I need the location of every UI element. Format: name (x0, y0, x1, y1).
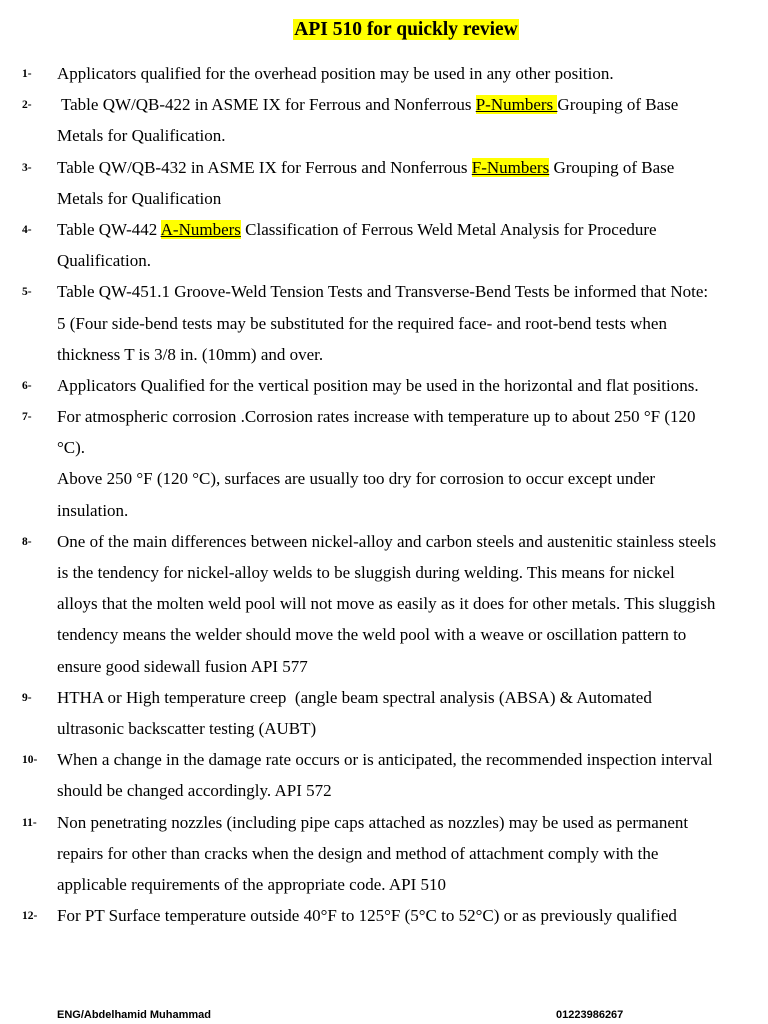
item-body (57, 682, 762, 744)
line-text: For atmospheric corrosion .Corrosion rates increase with temperature up to about 250 °F (120 (57, 407, 696, 427)
item-line (57, 120, 762, 151)
list-item (0, 807, 768, 901)
item-line (57, 89, 762, 120)
highlighted-term: P-Numbers (475, 95, 558, 115)
numbered-list (0, 58, 768, 931)
line-text: applicable requirements of the appropriate code. API 510 (57, 874, 446, 894)
item-body (57, 401, 762, 526)
line-text: ensure good sidewall fusion API 577 (57, 656, 308, 676)
item-line (57, 775, 762, 806)
item-number: 2- (22, 99, 32, 112)
item-number: 4- (22, 223, 32, 236)
item-body (57, 526, 762, 682)
item-line (57, 807, 762, 838)
item-line (57, 463, 762, 494)
line-text: Table QW-442 (57, 219, 161, 239)
line-text: ultrasonic backscatter testing (AUBT) (57, 718, 317, 738)
item-body (57, 58, 762, 89)
list-item (0, 58, 768, 89)
list-item (0, 401, 768, 526)
item-line (57, 495, 762, 526)
line-text: insulation. (57, 500, 129, 520)
footer-author: ENG/Abdelhamid Muhammad (57, 1009, 212, 1021)
item-line (57, 588, 762, 619)
item-line (57, 900, 762, 931)
line-text: Table QW/QB-432 in ASME IX for Ferrous and Nonferrous (57, 157, 472, 177)
item-number: 5- (22, 286, 32, 299)
item-line (57, 183, 762, 214)
line-text: Grouping of Base (549, 157, 675, 177)
line-text: thickness T is 3/8 in. (10mm) and over. (57, 344, 324, 364)
line-text: Qualification. (57, 251, 151, 271)
item-line (57, 682, 762, 713)
list-item (0, 682, 768, 744)
item-number: 8- (22, 535, 32, 548)
list-item (0, 276, 768, 370)
line-text: For PT Surface temperature outside 40°F to 125°F (5°C to 52°C) or as previously qualified (57, 906, 677, 926)
item-line (57, 838, 762, 869)
list-item (0, 744, 768, 806)
item-body (57, 152, 762, 214)
item-line (57, 58, 762, 89)
title-row (57, 17, 755, 45)
item-line (57, 869, 762, 900)
item-line (57, 744, 762, 775)
line-text: Non penetrating nozzles (including pipe caps attached as nozzles) may be used as permanent (57, 812, 689, 832)
item-body (57, 370, 762, 401)
item-number: 11- (22, 816, 37, 829)
line-text: °C). (57, 438, 86, 458)
item-line (57, 401, 762, 432)
item-line (57, 245, 762, 276)
line-text: alloys that the molten weld pool will not move as easily as it does for other metals. This sluggish (57, 594, 716, 614)
item-line (57, 651, 762, 682)
line-text: repairs for other than cracks when the design and method of attachment comply with the (57, 843, 659, 863)
item-line (57, 339, 762, 370)
item-line (57, 308, 762, 339)
line-text: Classification of Ferrous Weld Metal Analysis for Procedure (240, 219, 657, 239)
line-text: Table QW/QB-422 in ASME IX for Ferrous and Nonferrous (57, 95, 476, 115)
item-number: 9- (22, 691, 32, 704)
item-body (57, 214, 762, 276)
page-footer (0, 1007, 768, 1023)
list-item (0, 900, 768, 931)
item-number: 1- (22, 68, 32, 80)
line-text: HTHA or High temperature creep (angle beam spectral analysis (ABSA) & Automated (57, 687, 652, 707)
line-text: is the tendency for nickel-alloy welds to be sluggish during welding. This means for nickel (57, 563, 675, 582)
line-text: 5 (Four side-bend tests may be substituted for the required face- and root-bend tests when (57, 313, 667, 333)
line-text: should be changed accordingly. API 572 (57, 781, 332, 801)
line-text: Grouping of Base (557, 95, 679, 115)
list-item (0, 89, 768, 151)
highlighted-term: A-Numbers (160, 219, 241, 239)
item-number: 10- (22, 754, 38, 767)
list-item (0, 214, 768, 276)
line-text: Metals for Qualification (57, 188, 222, 208)
line-text: Table QW-451.1 Groove-Weld Tension Tests and Transverse-Bend Tests be informed that Note: (57, 282, 709, 302)
line-text: Above 250 °F (120 °C), surfaces are usually too dry for corrosion to occur except under (57, 469, 656, 489)
item-line (57, 370, 762, 401)
page-title: API 510 for quickly review (294, 19, 518, 40)
footer-phone: 01223986267 (556, 1009, 624, 1021)
item-number: 3- (22, 161, 32, 174)
item-body (57, 807, 762, 901)
item-body (57, 900, 762, 931)
line-text: tendency means the welder should move the weld pool with a weave or oscillation pattern to (57, 625, 687, 645)
item-line (57, 214, 762, 245)
item-body (57, 89, 762, 151)
item-number: 12- (22, 910, 38, 923)
item-line (57, 619, 762, 650)
highlighted-term: F-Numbers (471, 157, 550, 177)
list-item (0, 370, 768, 401)
list-item (0, 152, 768, 214)
item-body (57, 276, 762, 370)
line-text: Applicators qualified for the overhead position may be used in any other position. (57, 64, 614, 83)
item-line (57, 713, 762, 744)
item-line (57, 557, 762, 588)
item-line (57, 276, 762, 307)
item-body (57, 744, 762, 806)
item-line (57, 152, 762, 183)
item-number: 6- (22, 379, 32, 392)
item-line (57, 432, 762, 463)
line-text: One of the main differences between nickel-alloy and carbon steels and austenitic stainless steels (57, 531, 717, 551)
line-text: Applicators Qualified for the vertical position may be used in the horizontal and flat positions. (57, 375, 699, 395)
item-number: 7- (22, 411, 32, 424)
line-text: Metals for Qualification. (57, 126, 226, 146)
item-line (57, 526, 762, 557)
list-item (0, 526, 768, 682)
line-text: When a change in the damage rate occurs or is anticipated, the recommended inspection interval (57, 750, 713, 770)
